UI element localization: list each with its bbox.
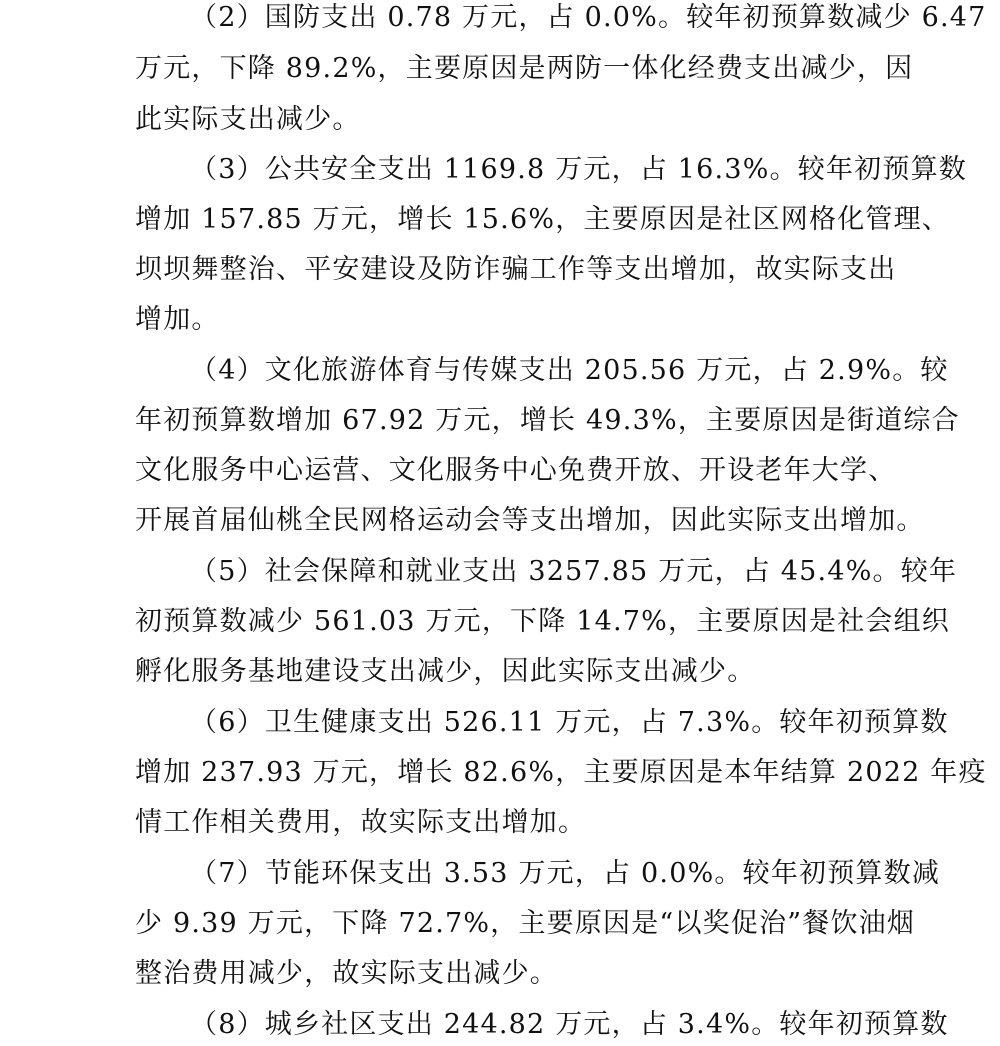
paragraph-line: 万元，下降 89.2%，主要原因是两防一体化经费支出减少，因: [135, 53, 914, 84]
paragraph-line: 增加 237.93 万元，增长 82.6%，主要原因是本年结算 2022 年疫: [135, 757, 987, 788]
paragraph-line: （6）卫生健康支出 526.11 万元，占 7.3%。较年初预算数: [190, 707, 949, 738]
paragraph-line: 整治费用减少，故实际支出减少。: [135, 958, 558, 989]
paragraph-line: 开展首届仙桃全民网格运动会等支出增加，因此实际支出增加。: [135, 505, 925, 536]
paragraph-line: （3）公共安全支出 1169.8 万元，占 16.3%。较年初预算数: [190, 154, 967, 185]
paragraph-line: （5）社会保障和就业支出 3257.85 万元，占 45.4%。较年: [190, 556, 958, 587]
paragraph-line: （7）节能环保支出 3.53 万元，占 0.0%。较年初预算数减: [190, 858, 941, 889]
paragraph-line: （8）城乡社区支出 244.82 万元，占 3.4%。较年初预算数: [190, 1009, 949, 1040]
paragraph-line: 增加 157.85 万元，增长 15.6%，主要原因是社区网格化管理、: [135, 204, 950, 235]
paragraph-line: 孵化服务基地建设支出减少，因此实际支出减少。: [135, 656, 756, 687]
paragraph-line: 坝坝舞整治、平安建设及防诈骗工作等支出增加，故实际支出: [135, 254, 897, 285]
paragraph-line: （2）国防支出 0.78 万元，占 0.0%。较年初预算数减少 6.47: [190, 2, 987, 33]
paragraph-line: 增加。: [135, 304, 220, 335]
paragraph-line: 此实际支出减少。: [135, 104, 361, 135]
paragraph-line: 年初预算数增加 67.92 万元，增长 49.3%，主要原因是街道综合: [135, 405, 960, 436]
paragraph-line: （4）文化旅游体育与传媒支出 205.56 万元，占 2.9%。较: [190, 355, 949, 386]
paragraph-line: 情工作相关费用，故实际支出增加。: [135, 807, 587, 838]
paragraph-line: 初预算数减少 561.03 万元，下降 14.7%，主要原因是社会组织: [135, 606, 950, 637]
paragraph-line: 文化服务中心运营、文化服务中心免费开放、开设老年大学、: [135, 455, 897, 486]
paragraph-line: 少 9.39 万元，下降 72.7%，主要原因是“以奖促治”餐饮油烟: [135, 908, 916, 939]
